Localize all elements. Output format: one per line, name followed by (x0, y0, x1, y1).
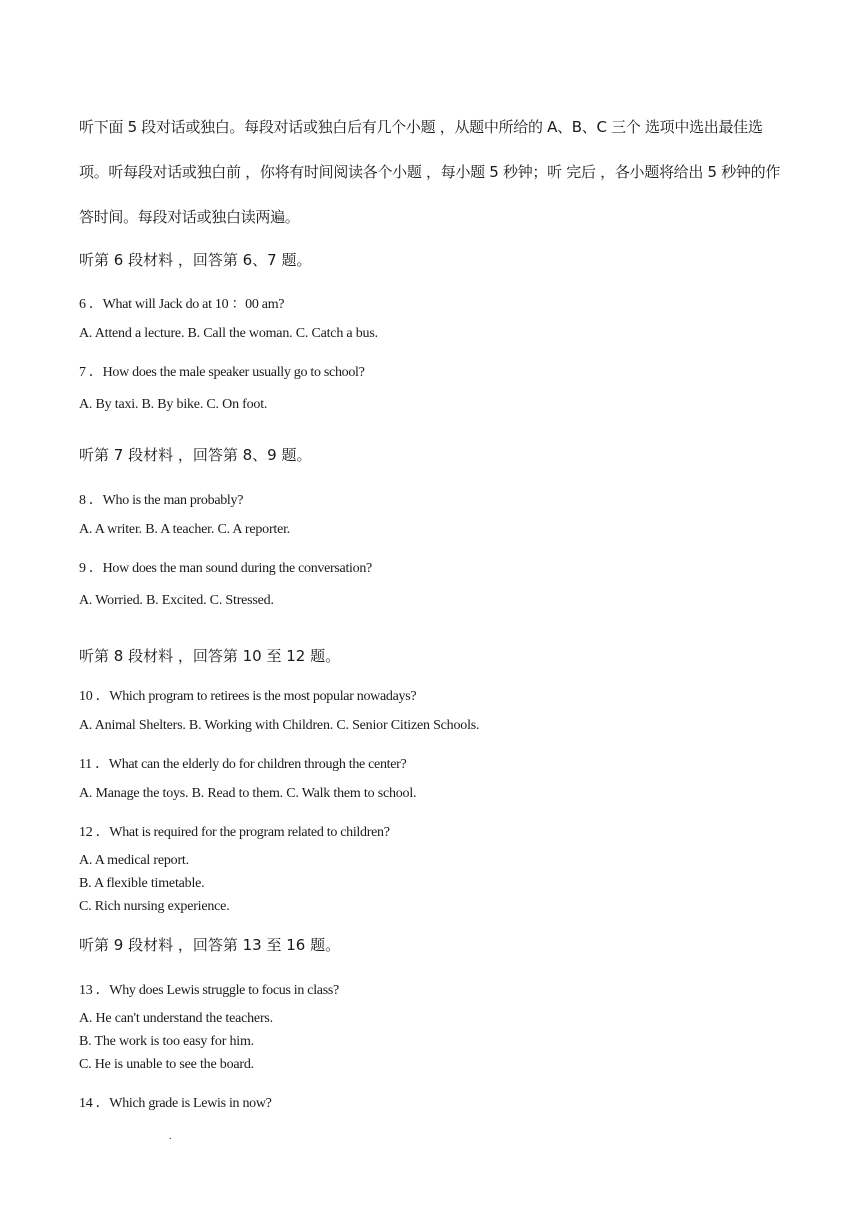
question-12-option-a: A. A medical report. (79, 853, 189, 868)
question-6-options: A. Attend a lecture. B. Call the woman. C. Catch a bus. (79, 326, 378, 341)
section-heading-9: 听第 9 段材料 ，回答第 13 至 16 题。 (79, 936, 341, 954)
question-14-stem: 14 ．Which grade is Lewis in now? (79, 1096, 272, 1111)
question-13-option-c: C. He is unable to see the board. (79, 1057, 254, 1072)
question-8-options: A. A writer. B. A teacher. C. A reporter. (79, 522, 291, 537)
question-11-stem: 11 ．What can the elderly do for children through the center? (79, 757, 407, 772)
question-10-stem: 10 ．Which program to retirees is the most popular nowadays? (79, 689, 417, 704)
footer-mark: . (169, 1131, 172, 1142)
question-9-options: A. Worried. B. Excited. C. Stressed. (79, 593, 274, 608)
question-12-stem: 12 ．What is required for the program related to children? (79, 825, 390, 840)
question-13-option-b: B. The work is too easy for him. (79, 1034, 254, 1049)
section-heading-6: 听第 6 段材料 ，回答第 6、7 题。 (79, 251, 312, 269)
question-11-options: A. Manage the toys. B. Read to them. C. Walk them to school. (79, 786, 417, 801)
question-13-stem: 13 ．Why does Lewis struggle to focus in class? (79, 983, 339, 998)
question-8-stem: 8 ．Who is the man probably? (79, 493, 244, 508)
question-7-options: A. By taxi. B. By bike. C. On foot. (79, 397, 268, 412)
section-heading-7: 听第 7 段材料 ，回答第 8、9 题。 (79, 446, 312, 464)
question-10-options: A. Animal Shelters. B. Working with Children. C. Senior Citizen Schools. (79, 718, 480, 733)
question-7-stem: 7 ．How does the male speaker usually go to school? (79, 365, 365, 380)
instructions-line-2: 项。听每段对话或独白前 ，你将有时间阅读各个小题 ，每小题 5 秒钟；听 完后 ，各小题将给出 5 秒钟的作 (79, 163, 781, 181)
section-heading-8: 听第 8 段材料 ，回答第 10 至 12 题。 (79, 647, 341, 665)
question-13-option-a: A. He can't understand the teachers. (79, 1011, 273, 1026)
question-12-option-c: C. Rich nursing experience. (79, 899, 230, 914)
question-12-option-b: B. A flexible timetable. (79, 876, 205, 891)
question-9-stem: 9 ．How does the man sound during the conversation? (79, 561, 372, 576)
question-6-stem: 6 ．What will Jack do at 10 ：00 am? (79, 297, 285, 312)
instructions-line-1: 听下面 5 段对话或独白。每段对话或独白后有几个小题 ，从题中所给的 A、B、C 三个 选项中选出最佳选 (79, 118, 763, 136)
instructions-line-3: 答时间。每段对话或独白读两遍。 (79, 208, 300, 226)
